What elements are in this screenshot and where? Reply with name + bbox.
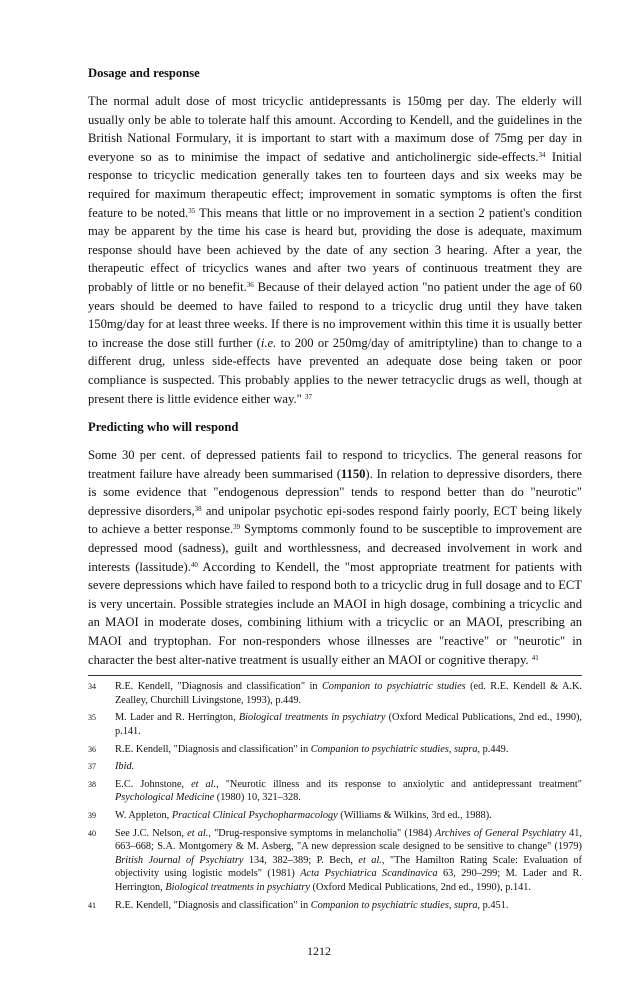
footnote-number: 38 bbox=[88, 779, 96, 789]
footnote-ref-35[interactable]: 35 bbox=[188, 206, 196, 215]
footnote-number: 37 bbox=[88, 762, 96, 772]
section-heading-predicting: Predicting who will respond bbox=[88, 420, 239, 435]
footnote-number: 35 bbox=[88, 713, 96, 723]
footnote-text: M. Lader and R. Herrington, Biological treatments in psychiatry (Oxford Medical Publications, 2nd ed., 1990), p.141. bbox=[115, 712, 582, 737]
footnote-text: E.C. Johnstone, et al., "Neurotic illness and its response to anxiolytic and antidepressant treatment" Psychological Medicine (1980) 10, 321–328. bbox=[115, 778, 582, 804]
footnote-35 bbox=[88, 711, 582, 738]
footnote-number: 41 bbox=[88, 900, 96, 910]
text-run: Some 30 per cent. of depressed patients fail to respond to tricyclics. The general reasons for treatment failure have already been summarised ( bbox=[88, 448, 582, 481]
footnote-number: 36 bbox=[88, 744, 96, 754]
footnote-39 bbox=[88, 809, 582, 823]
footnote-text: See J.C. Nelson, et al., "Drug-responsive symptoms in melancholia" (1984) Archives of General Psychiatry 41, 663–668; S.A. Montgomery & M. Asberg, "A new depression scale designed to be sensitive to change" (1979) British Journal of Psychiatry 134, 382–389; P. Bech, et al., "The Hamilton Rating Scale: Evaluation of objectivity using logistic models" (1981) Acta Psychiatrica Scandinavica 63, 290–299; M. Lader and R. Herrington, Biological treatments in psychiatry (Oxford Medical Publications, 2nd ed., 1990), p.141. bbox=[115, 827, 583, 893]
text-run: Initial response to tricyclic medication generally takes ten to fourteen days and six weeks may be required for maximum therapeutic effect; improvement in somatic symptoms is often the first feature to be noted. bbox=[88, 149, 583, 220]
footnote-ref-36[interactable]: 36 bbox=[246, 280, 254, 289]
italic-text: i.e. bbox=[260, 335, 277, 350]
footnote-36 bbox=[88, 743, 582, 757]
document-page bbox=[88, 64, 582, 916]
footnote-37 bbox=[88, 760, 582, 774]
text-run: Because of their delayed action "no patient under the age of 60 years should be deemed to have failed to respond to a tricyclic drug until they have taken 150mg/day for at least three weeks. If there is no improvement within this time it is usually better to increase the dose still further ( bbox=[88, 279, 582, 350]
section-heading-dosage: Dosage and response bbox=[88, 66, 200, 80]
footnote-ref-41[interactable]: 41 bbox=[531, 653, 539, 662]
footnote-ref-38[interactable]: 38 bbox=[194, 504, 202, 513]
text-run: This means that little or no improvement in a section 2 patient's condition may be apparent by the time his case is heard but, providing the dose is adequate, maximum response should have been achieved by the date of any section 3 hearing. After a year, the therapeutic effect of tricyclics wanes and after two years of continuous treatment they are probably of little or no benefit. bbox=[88, 205, 582, 294]
footnote-text: Ibid. bbox=[115, 761, 135, 773]
text-run: According to Kendell, the "most appropriate treatment for patients with severe depressions which have failed to respond both to a tricyclic drug in full dosage and to ECT is very uncertain. Possible strategies include an MAOI in high dosage, combining a tricyclic and an MAOI in moderate doses, combining lithium with a tricyclic or an MAOI, prescribing an MAOI and tryptophan. For non-responders whose illnesses are "reactive" or "neurotic" in character the best alter-native treatment is usually either an MAOI or cognitive therapy. bbox=[88, 559, 582, 667]
footnote-ref-40[interactable]: 40 bbox=[190, 560, 198, 569]
footnote-ref-39[interactable]: 39 bbox=[233, 523, 241, 532]
footnote-text: R.E. Kendell, "Diagnosis and classification" in Companion to psychiatric studies, supra, p.449. bbox=[115, 743, 509, 755]
footnote-divider bbox=[88, 675, 582, 676]
footnote-ref-37[interactable]: 37 bbox=[304, 392, 312, 401]
text-run: to 200 or 250mg/day of amitriptyline) than to change to a different drug, unless side-effects have prevented an adequate dose being taken or poor compliance is suspected. This probably applies to the newer tetracyclic drugs as well, though at present there is little evidence either way." bbox=[88, 335, 582, 406]
footnote-text: R.E. Kendell, "Diagnosis and classification" in Companion to psychiatric studies, supra, p.451. bbox=[115, 899, 509, 911]
page-number: 1212 bbox=[307, 944, 331, 958]
footnote-38 bbox=[88, 778, 582, 805]
footnote-34 bbox=[88, 680, 582, 707]
text-run: The normal adult dose of most tricyclic antidepressants is 150mg per day. The elderly will usually only be able to tolerate half this amount. According to Kendell, and the guidelines in the British National Formulary, it is important to start with a maximum dose of 75mg per day in everyone so as to minimise the impact of sedative and anticholinergic side-effects. bbox=[88, 94, 582, 164]
text-run: and unipolar psychotic epi-sodes respond fairly poorly, ECT being likely to achieve a better response. bbox=[88, 503, 582, 537]
footnote-ref-34[interactable]: 34 bbox=[538, 150, 546, 159]
text-run: Symptoms commonly found to be susceptible to improvement are depressed mood (sadness), guilt and worthlessness, and decreased involvement in work and interests (lassitude). bbox=[88, 522, 582, 574]
paragraph-dosage bbox=[88, 92, 582, 408]
footnote-number: 40 bbox=[88, 828, 96, 838]
paragraph-predicting bbox=[88, 446, 582, 669]
footnote-number: 39 bbox=[88, 810, 96, 820]
footnote-text: R.E. Kendell, "Diagnosis and classification" in Companion to psychiatric studies (ed. R.E. Kendell & A.K. Zealley, Churchill Livingstone, 1993), p.449. bbox=[115, 681, 582, 706]
footnote-text: W. Appleton, Practical Clinical Psychopharmacology (Williams & Wilkins, 3rd ed., 1988). bbox=[115, 809, 492, 821]
footnote-40 bbox=[88, 827, 582, 895]
text-run: ). In relation to depressive disorders, there is some evidence that "endogenous depression" tends to respond better than do "neurotic" depressive disorders, bbox=[88, 466, 582, 518]
footnote-41 bbox=[88, 899, 582, 913]
footnote-number: 34 bbox=[88, 682, 96, 692]
cross-reference[interactable]: 1150 bbox=[340, 466, 366, 481]
